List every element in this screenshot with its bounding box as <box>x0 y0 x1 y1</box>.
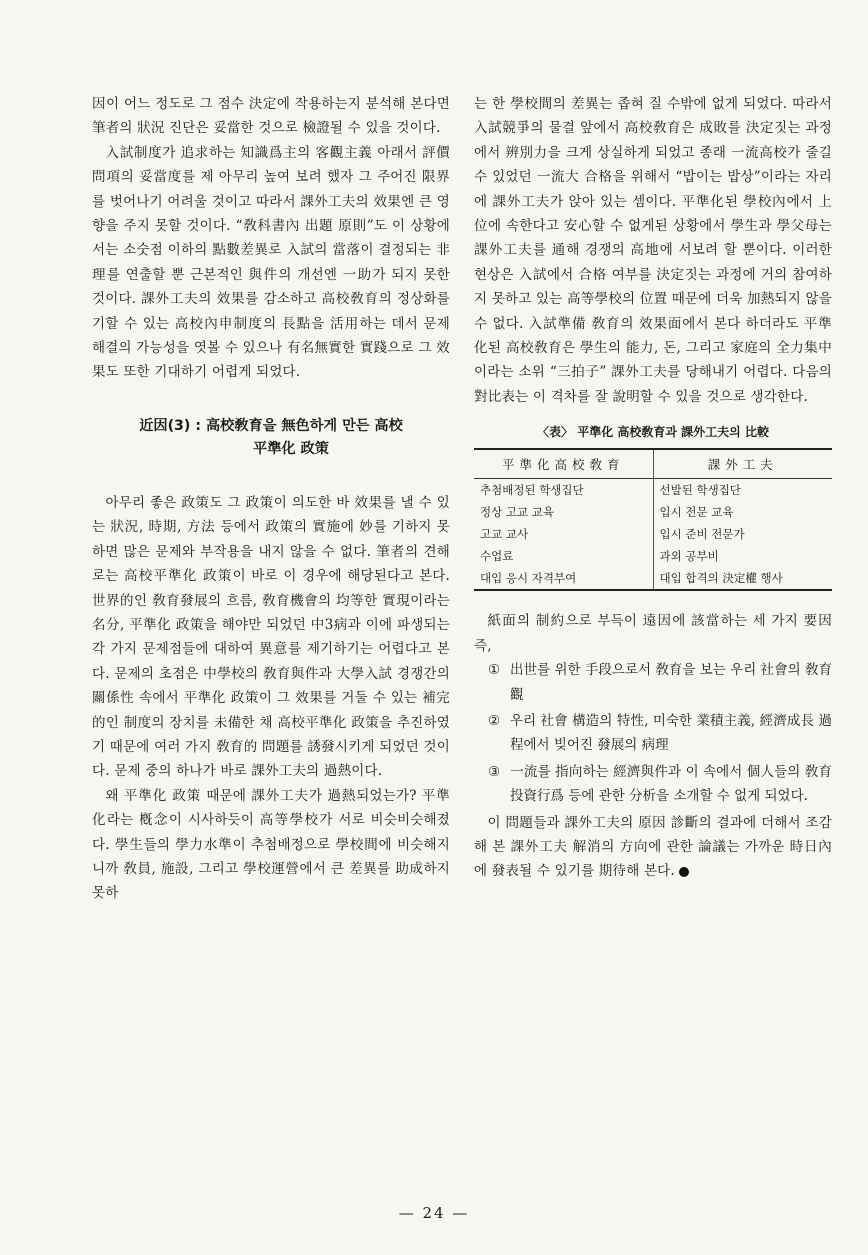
list-number: ① <box>488 662 501 679</box>
paragraph: 왜 平準化 政策 때문에 課外工夫가 過熱되었는가? 平準化라는 槪念이 시사하듯이 高等學校가 서로 비슷비슷해졌다. 學生들의 學力水準이 추첨배정으로 學校間에 비슷해지니까 敎員, 施設, 그리고 學校運營에서 큰 差異를 助成하지 못하 <box>92 787 450 902</box>
table-row <box>474 567 832 590</box>
list-item <box>488 709 832 758</box>
table-row <box>474 523 832 545</box>
table-row <box>474 501 832 523</box>
table-header-row <box>474 449 832 479</box>
table-cell: 과외 공부비 <box>659 549 719 564</box>
right-column <box>474 92 832 884</box>
table-cell: 입시 준비 전문가 <box>659 527 745 542</box>
paragraph: 紙面의 制約으로 부득이 遠因에 該當하는 세 가지 要因 즉, <box>474 613 832 654</box>
list-item <box>488 658 832 707</box>
table-cell: 선발된 학생집단 <box>659 483 741 498</box>
table-row <box>474 479 832 502</box>
list-number: ② <box>488 712 501 729</box>
table-cell: 입시 전문 교육 <box>659 505 734 520</box>
left-column <box>92 92 450 906</box>
table-header-cell: 平準化高校敎育 <box>474 449 653 479</box>
section-heading-line: 近因(3) : 高校敎育을 無色하게 만든 高校 <box>139 417 403 434</box>
section-heading <box>92 415 450 461</box>
paragraph: 는 한 學校間의 差異는 좁혀 질 수밖에 없게 되었다. 따라서 入試競爭의 물결 앞에서 高校敎育은 成敗를 決定짓는 과정에서 辨別力을 크게 상실하게 되었고 종래 一流高校가 줄길 수 있었던 一流大 合格을 위해서 “밥이는 밥상”이라는 자리에 課外工夫가 앉아 있는 셈이다. 平準化된 學校內에서 上位에 속한다고 安心할 수 없게된 상황에서 學生과 學父母는 課外工夫를 通해 경쟁의 高地에 서보려 할 뿐이다. 이러한 현상은 入試에서 合格 여부를 決定짓는 과정에 거의 참여하지 못하고 있는 高等學校의 位置 때문에 더욱 加熱되지 않을 수 없다. 入試準備 敎育의 效果面에서 본다 하더라도 平準化된 高校敎育은 學生의 能力, 돈, 그리고 家庭의 全力集中이라는 소위 “三拍子” 課外工夫를 당해내기 어렵다. 다음의 對比表는 이 격차를 잘 說明할 수 있을 것으로 생각한다. <box>474 96 832 405</box>
paragraph: 入試制度가 追求하는 知識爲主의 客觀主義 아래서 評價問項의 妥當度를 제 아무리 높여 보려 했자 그 주어진 限界를 벗어나기 어려울 것이고 따라서 課外工夫의 效果엔 큰 영향을 주지 못할 것이다. “敎科書內 出題 原則”도 이 상황에서는 소숫점 이하의 點數差異로 入試의 當落이 결정되는 非理를 연출할 뿐 근본적인 與件의 개선엔 一助가 되지 못한 것이다. 課外工夫의 效果를 감소하고 高校敎育의 정상화를 기할 수 있는 高校內申制度의 長點을 活用하는 데서 문제 해결의 가능성을 엿볼 수 있으나 有名無實한 實踐으로 그 效果도 또한 기대하기 어렵게 되었다. <box>92 144 450 381</box>
list-item-text: 出世를 위한 手段으로서 敎育을 보는 우리 社會의 敎育觀 <box>510 662 832 703</box>
list-item-text: 一流를 指向하는 經濟與件과 이 속에서 個人들의 敎育投資行爲 등에 관한 分析을 소개할 수 없게 되었다. <box>510 763 832 805</box>
table-cell: 정상 고교 교육 <box>474 501 653 523</box>
paragraph <box>474 811 832 884</box>
numbered-list <box>474 658 832 808</box>
comparison-table <box>474 448 832 591</box>
table-cell: 수업료 <box>474 545 653 567</box>
table-cell: 대입 응시 자격부여 <box>474 567 653 590</box>
table-row <box>474 545 832 567</box>
paragraph: 因이 어느 정도로 그 점수 決定에 작용하는지 분석해 본다면 筆者의 狀況 진단은 妥當한 것으로 檢證될 수 있을 것이다. <box>92 96 450 137</box>
page-number: — 24 — <box>398 1204 470 1222</box>
table-cell: 대입 합격의 決定權 행사 <box>659 571 783 586</box>
table-cell: 추첨배정된 학생집단 <box>474 479 653 502</box>
paragraph-text: 이 問題들과 課外工夫의 原因 診斷의 결과에 더해서 조감해 본 課外工夫 解消의 方向에 관한 論議는 가까운 時日內에 發表될 수 있기를 期待해 본다. <box>474 814 832 880</box>
list-item-text: 우리 社會 構造의 特性, 미숙한 業積主義, 經濟成長 過程에서 빚어진 發展의 病理 <box>510 712 832 754</box>
paragraph: 아무리 좋은 政策도 그 政策이 의도한 바 效果를 낼 수 있는 狀況, 時期, 方法 등에서 政策의 實施에 妙를 기하지 못하면 많은 문제와 부작용을 내지 않을 수 없다. 筆者의 견해로는 高校平準化 政策이 바로 이 경우에 해당된다고 본다. 世界的인 敎育發展의 흐름, 敎育機會의 均等한 實現이라는 名分, 平準化 政策을 해야만 되었던 中3病과 이에 파생되는 각 가지 문제점들에 대하여 異意를 제기하기는 어렵다고 본다. 문제의 초점은 中學校의 敎育與件과 大學入試 경쟁간의 關係性 속에서 平準化 政策이 그 效果를 거둘 수 있는 補完的인 制度의 장치를 未備한 채 高校平準化 政策을 추진하였기 때문에 여러 가지 敎育的 問題를 誘發시키게 되었던 것이다. 문제 중의 하나가 바로 課外工夫의 過熱이다. <box>92 494 450 780</box>
list-number: ③ <box>488 763 501 780</box>
list-item <box>488 760 832 809</box>
table-title: 〈表〉 平準化 高校敎育과 課外工夫의 比較 <box>537 425 769 440</box>
section-heading-line: 平準化 政策 <box>253 440 329 457</box>
table-cell: 고교 교사 <box>474 523 653 545</box>
table-header-cell: 課外工夫 <box>653 449 832 479</box>
end-mark-icon <box>679 867 689 877</box>
